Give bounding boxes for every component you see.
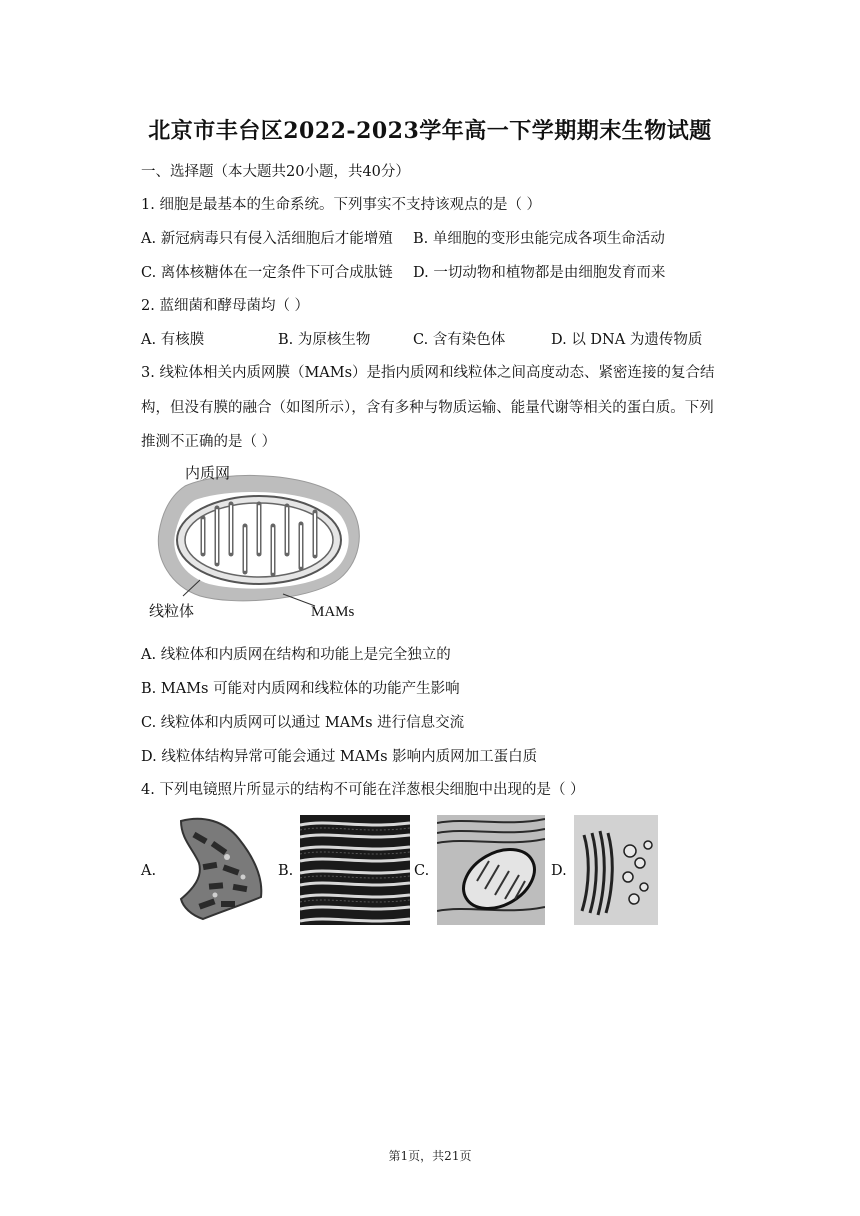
em-photo-rough-er — [300, 815, 410, 925]
label-mitochondria: 线粒体 — [149, 602, 195, 620]
q1-option-a: A. 新冠病毒只有侵入活细胞后才能增殖 — [141, 231, 393, 247]
q4-label-a: A. — [141, 863, 157, 879]
mams-diagram — [145, 458, 370, 626]
q2-option-b: B. 为原核生物 — [278, 332, 371, 348]
em-photo-mitochondrion — [437, 815, 545, 925]
q3-option-b: B. MAMs 可能对内质网和线粒体的功能产生影响 — [141, 681, 460, 697]
q1-option-d: D. 一切动物和植物都是由细胞发育而来 — [413, 265, 666, 281]
label-er: 内质网 — [185, 464, 231, 482]
question-3-stem-line3: 推测不正确的是（ ） — [141, 434, 277, 450]
question-4-stem: 4. 下列电镜照片所显示的结构不可能在洋葱根尖细胞中出现的是（ ） — [141, 782, 585, 798]
question-1-stem: 1. 细胞是最基本的生命系统。下列事实不支持该观点的是（ ） — [141, 197, 542, 213]
em-photo-golgi — [574, 815, 658, 925]
page-footer: 第1页，共21页 — [388, 1149, 472, 1163]
q4-label-d: D. — [551, 863, 567, 879]
q1-option-c: C. 离体核糖体在一定条件下可合成肽链 — [141, 265, 393, 281]
q2-option-c: C. 含有染色体 — [413, 332, 506, 348]
q1-option-b: B. 单细胞的变形虫能完成各项生命活动 — [413, 231, 665, 247]
question-3-stem-line1: 3. 线粒体相关内质网膜（MAMs）是指内质网和线粒体之间高度动态、紧密连接的复合结 — [141, 365, 715, 381]
q2-option-a: A. 有核膜 — [141, 332, 205, 348]
question-2-stem: 2. 蓝细菌和酵母菌均（ ） — [141, 298, 310, 314]
page-title: 北京市丰台区2022-2023学年高一下学期期末生物试题 — [148, 118, 712, 144]
section-heading: 一、选择题（本大题共20小题，共40分） — [141, 164, 410, 180]
q4-label-b: B. — [278, 863, 294, 879]
q4-label-c: C. — [414, 863, 430, 879]
q3-option-c: C. 线粒体和内质网可以通过 MAMs 进行信息交流 — [141, 715, 465, 731]
em-photo-chloroplast — [163, 815, 269, 923]
q3-option-d: D. 线粒体结构异常可能会通过 MAMs 影响内质网加工蛋白质 — [141, 749, 538, 765]
q3-option-a: A. 线粒体和内质网在结构和功能上是完全独立的 — [141, 647, 451, 663]
label-mams: MAMs — [311, 604, 355, 620]
question-3-stem-line2: 构，但没有膜的融合（如图所示），含有多种与物质运输、能量代谢等相关的蛋白质。下列 — [141, 400, 714, 416]
q2-option-d: D. 以 DNA 为遗传物质 — [551, 332, 703, 348]
